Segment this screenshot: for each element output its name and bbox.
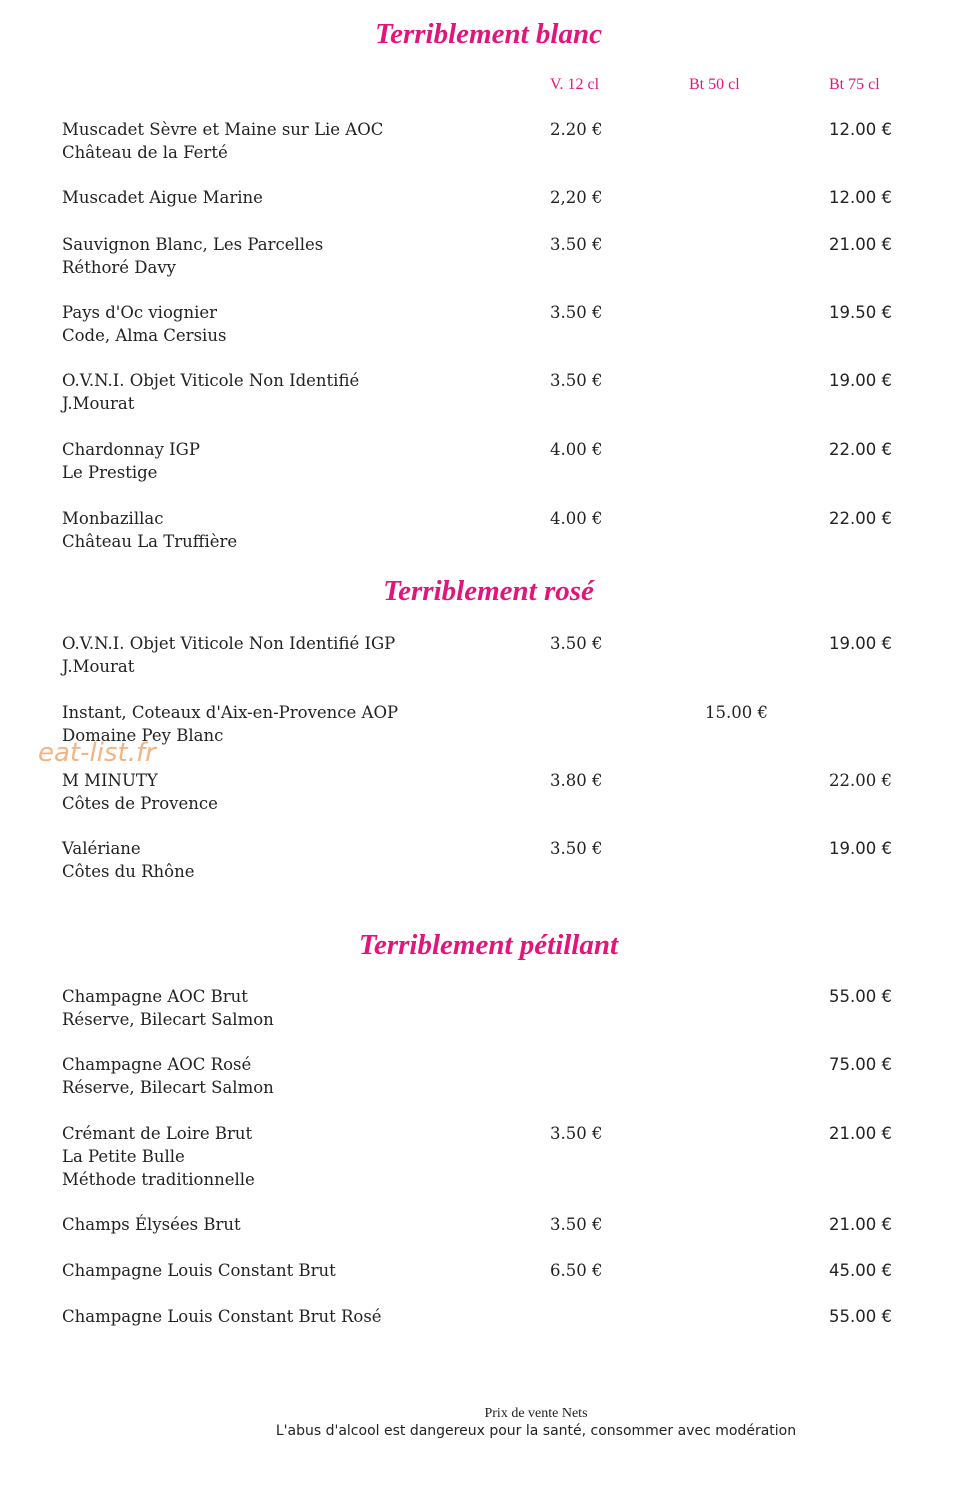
price-bt75: 22.00 € bbox=[829, 509, 892, 528]
price-bt75: 19.00 € bbox=[829, 839, 892, 858]
wine-name: Champagne AOC Brut bbox=[62, 987, 248, 1006]
wine-item bbox=[62, 186, 263, 209]
price-bt75: 19.50 € bbox=[829, 303, 892, 322]
wine-name: Champagne AOC Rosé bbox=[62, 1055, 252, 1074]
price-v12: 4.00 € bbox=[550, 509, 603, 528]
wine-producer: Réserve, Bilecart Salmon bbox=[62, 1078, 274, 1097]
footer-alcohol-warning: L'abus d'alcool est dangereux pour la santé, consommer avec modération bbox=[275, 1423, 797, 1439]
watermark-logo: eat-list.fr bbox=[38, 738, 156, 768]
wine-item bbox=[62, 1213, 241, 1236]
column-header-v12: V. 12 cl bbox=[550, 76, 600, 93]
price-bt75: 22.00 € bbox=[829, 771, 892, 790]
wine-item bbox=[62, 438, 200, 484]
wine-name: Crémant de Loire Brut bbox=[62, 1124, 253, 1143]
wine-producer: J.Mourat bbox=[62, 657, 135, 676]
wine-name: Champagne Louis Constant Brut bbox=[62, 1261, 336, 1280]
price-v12: 3.50 € bbox=[550, 371, 603, 390]
price-v12: 6.50 € bbox=[550, 1261, 603, 1280]
wine-producer: Le Prestige bbox=[62, 463, 158, 482]
wine-producer: Réthoré Davy bbox=[62, 258, 176, 277]
wine-producer: Château La Truffière bbox=[62, 532, 238, 551]
price-bt75: 21.00 € bbox=[829, 1124, 892, 1143]
price-bt75: 55.00 € bbox=[829, 1307, 892, 1326]
wine-producer: J.Mourat bbox=[62, 394, 135, 413]
wine-item bbox=[62, 1305, 382, 1328]
wine-name: Instant, Coteaux d'Aix-en-Provence AOP bbox=[62, 703, 399, 722]
wine-item bbox=[62, 837, 194, 883]
price-bt75: 45.00 € bbox=[829, 1261, 892, 1280]
wine-item bbox=[62, 507, 237, 553]
price-v12: 3.50 € bbox=[550, 303, 603, 322]
wine-item bbox=[62, 1053, 274, 1099]
wine-item bbox=[62, 369, 359, 415]
footer-price-note: Prix de vente Nets bbox=[484, 1406, 588, 1421]
price-v12: 4.00 € bbox=[550, 440, 603, 459]
wine-item bbox=[62, 769, 218, 815]
wine-name: Valériane bbox=[62, 839, 141, 858]
price-bt50: 15.00 € bbox=[705, 703, 768, 722]
price-v12: 3.50 € bbox=[550, 235, 603, 254]
wine-name: Sauvignon Blanc, Les Parcelles bbox=[62, 235, 324, 254]
wine-item bbox=[62, 301, 226, 347]
price-v12: 3.50 € bbox=[550, 839, 603, 858]
column-header-bt75: Bt 75 cl bbox=[829, 76, 880, 93]
wine-name: O.V.N.I. Objet Viticole Non Identifié IGP bbox=[62, 634, 396, 653]
wine-name: Monbazillac bbox=[62, 509, 164, 528]
wine-name: Muscadet Aigue Marine bbox=[62, 188, 263, 207]
wine-producer: Domaine Pey Blanc bbox=[62, 726, 224, 745]
wine-name: Champagne Louis Constant Brut Rosé bbox=[62, 1307, 382, 1326]
column-header-bt50: Bt 50 cl bbox=[689, 76, 740, 93]
wine-method: Méthode traditionnelle bbox=[62, 1170, 255, 1189]
wine-item bbox=[62, 1122, 255, 1191]
price-v12: 3.80 € bbox=[550, 771, 603, 790]
wine-name: Pays d'Oc viognier bbox=[62, 303, 217, 322]
wine-name: Chardonnay IGP bbox=[62, 440, 200, 459]
wine-producer: Réserve, Bilecart Salmon bbox=[62, 1010, 274, 1029]
wine-name: O.V.N.I. Objet Viticole Non Identifié bbox=[62, 371, 360, 390]
wine-name: M MINUTY bbox=[62, 771, 158, 790]
wine-producer: Château de la Ferté bbox=[62, 143, 228, 162]
price-v12: 3.50 € bbox=[550, 1215, 603, 1234]
price-bt75: 22.00 € bbox=[829, 440, 892, 459]
section-title-rose: Terriblement rosé bbox=[383, 575, 594, 607]
wine-item bbox=[62, 1259, 336, 1282]
price-bt75: 55.00 € bbox=[829, 987, 892, 1006]
price-bt75: 12.00 € bbox=[829, 120, 892, 139]
price-v12: 3.50 € bbox=[550, 1124, 603, 1143]
section-title-petillant: Terriblement pétillant bbox=[358, 929, 619, 961]
wine-item bbox=[62, 118, 383, 164]
price-bt75: 19.00 € bbox=[829, 634, 892, 653]
wine-item bbox=[62, 985, 274, 1031]
price-bt75: 12.00 € bbox=[829, 188, 892, 207]
price-bt75: 75.00 € bbox=[829, 1055, 892, 1074]
wine-name: Muscadet Sèvre et Maine sur Lie AOC bbox=[62, 120, 384, 139]
price-v12: 2.20 € bbox=[550, 120, 603, 139]
section-title-blanc: Terriblement blanc bbox=[375, 18, 602, 50]
wine-item bbox=[62, 632, 395, 678]
price-bt75: 21.00 € bbox=[829, 235, 892, 254]
price-v12: 2,20 € bbox=[550, 188, 603, 207]
wine-producer: Côtes du Rhône bbox=[62, 862, 195, 881]
price-bt75: 21.00 € bbox=[829, 1215, 892, 1234]
price-v12: 3.50 € bbox=[550, 634, 603, 653]
wine-producer: La Petite Bulle bbox=[62, 1147, 185, 1166]
price-bt75: 19.00 € bbox=[829, 371, 892, 390]
wine-producer: Code, Alma Cersius bbox=[62, 326, 227, 345]
wine-item bbox=[62, 233, 323, 279]
wine-producer: Côtes de Provence bbox=[62, 794, 218, 813]
wine-name: Champs Élysées Brut bbox=[62, 1215, 241, 1234]
